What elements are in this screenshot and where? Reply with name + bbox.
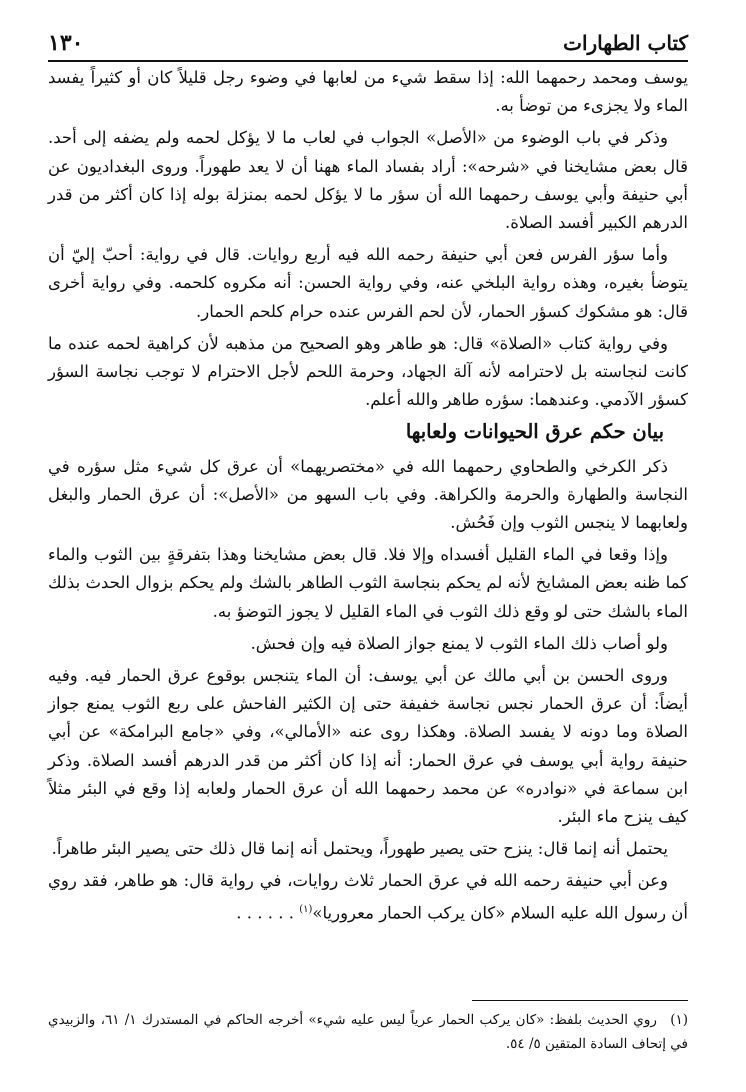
paragraph: وإذا وقعا في الماء القليل أفسداه وإلا فلا. قال بعض مشايخنا وهذا بتفرقةٍ بين الثوب والماء كما ظنه بعض المشايخ لأنه لم يحكم بنجاسة الثوب الطاهر بالشك ولم يحكم بزوال الحدث بذلك الماء بالشك حتى لو وقع ذلك الثوب في الماء القليل لا يجوز التوضؤ به. bbox=[48, 545, 688, 621]
paragraph-text: وعن أبي حنيفة رحمه الله في عرق الحمار ثلاث روايات، في رواية قال: هو طاهر، فقد روي أن رسول الله عليه السلام «كان يركب الحمار معروريا» bbox=[48, 871, 688, 923]
paragraph: وأما سؤر الفرس فعن أبي حنيفة رحمه الله فيه أربع روايات. قال في رواية: أحبّ إليّ أن يتوضأ بغيره، وهذه رواية البلخي عنه، وفي رواية الحسن: أنه مكروه كلحمه. وفي رواية أخرى قال: هو مشكوك كسؤر الحمار، لأن لحم الفرس عنده حرام كلحم الحمار. bbox=[48, 245, 688, 321]
paragraph: يوسف ومحمد رحمهما الله: إذا سقط شيء من لعابها في وضوء رجل قليلاً كان أو كثيراً يفسد الماء ولا يجزىء من توضأ به. bbox=[48, 68, 688, 116]
footnote-text: روي الحديث بلفظ: «كان يركب الحمار عرياً ليس عليه شيء» أخرجه الحاكم في المستدرك ١/ ٦١، والزبيدي في إتحاف السادة المتقين ٥/ ٥٤. bbox=[48, 1012, 688, 1052]
paragraph: وروى الحسن بن أبي مالك عن أبي يوسف: أن الماء يتنجس بوقوع عرق الحمار فيه. وفيه أيضاً: أن عرق الحمار نجس نجاسة خفيفة حتى إن الكثير الفاحش على ربع الثوب يمنع جواز الصلاة وما دونه لا يفسد الصلاة. وهكذا روى عنه «الأمالي»، وفي «جامع البرامكة» عن أبي حنيفة رواية أبي يوسف في عرق الحمار: أنه إذا كان أكثر من قدر الدرهم أفسد الصلاة. وذكر ابن سماعة في «نوادره» عن محمد رحمهما الله أن عرق الحمار ولعابه إذا وقع في البئر مثلاً كيف ينزح ماء البئر. bbox=[48, 666, 688, 827]
paragraph bbox=[48, 867, 688, 927]
paragraph: وفي رواية كتاب «الصلاة» قال: هو طاهر وهو الصحيح من مذهبه لأن كراهية لحمه عنده ما كانت لنجاسته بل لاحترامه لأنه آلة الجهاد، وحرمة اللحم لأجل الاحترام لا توجب نجاسة السؤر كسؤر الآدمي. وعندهما: سؤره طاهر والله أعلم. bbox=[48, 333, 688, 410]
section-heading: بيان حكم عرق الحيوانات ولعابها bbox=[405, 420, 664, 444]
paragraph: يحتمل أنه إنما قال: ينزح حتى يصير طهوراً، ويحتمل أنه إنما قال ذلك حتى يصير البئر طاهراً. bbox=[51, 839, 668, 859]
page-body bbox=[48, 64, 688, 931]
footnote-reference: (١) bbox=[299, 903, 313, 915]
footnote-marker: (١) bbox=[670, 1012, 689, 1028]
footnote-separator bbox=[472, 1000, 688, 1001]
paragraph: وذكر في باب الوضوء من «الأصل» الجواب في لعاب ما لا يؤكل لحمه ولم يضفه إلى أحد. قال بعض مشايخنا في «شرحه»: أراد بفساد الماء ههنا أن لا يعد طهوراً. وروى البغداديون عن أبي حنيفة وأبي يوسف رحمهما الله أن سؤر ما لا يؤكل لحمه بمنزلة بوله إذا كان أكثر من قدر الدرهم الكبير أفسد الصلاة. bbox=[48, 128, 688, 233]
running-title: كتاب الطهارات bbox=[563, 31, 688, 55]
footnote bbox=[48, 1008, 688, 1056]
paragraph: ذكر الكرخي والطحاوي رحمهما الله في «مختصريهما» أن عرق كل شيء مثل سؤره في النجاسة والطهارة والحرمة والكراهة. وفي باب السهو من «الأصل»: أن عرق الحمار والبغل ولعابهما لا ينجس الثوب وإن فَحُش. bbox=[48, 456, 688, 533]
ellipsis-dots: . . . . . . bbox=[236, 903, 294, 923]
paragraph: ولو أصاب ذلك الماء الثوب لا يمنع جواز الصلاة فيه وإن فحش. bbox=[250, 633, 668, 653]
page-number: ١٣٠ bbox=[48, 30, 84, 56]
footnote-line bbox=[48, 1008, 688, 1056]
page-header bbox=[48, 26, 688, 62]
